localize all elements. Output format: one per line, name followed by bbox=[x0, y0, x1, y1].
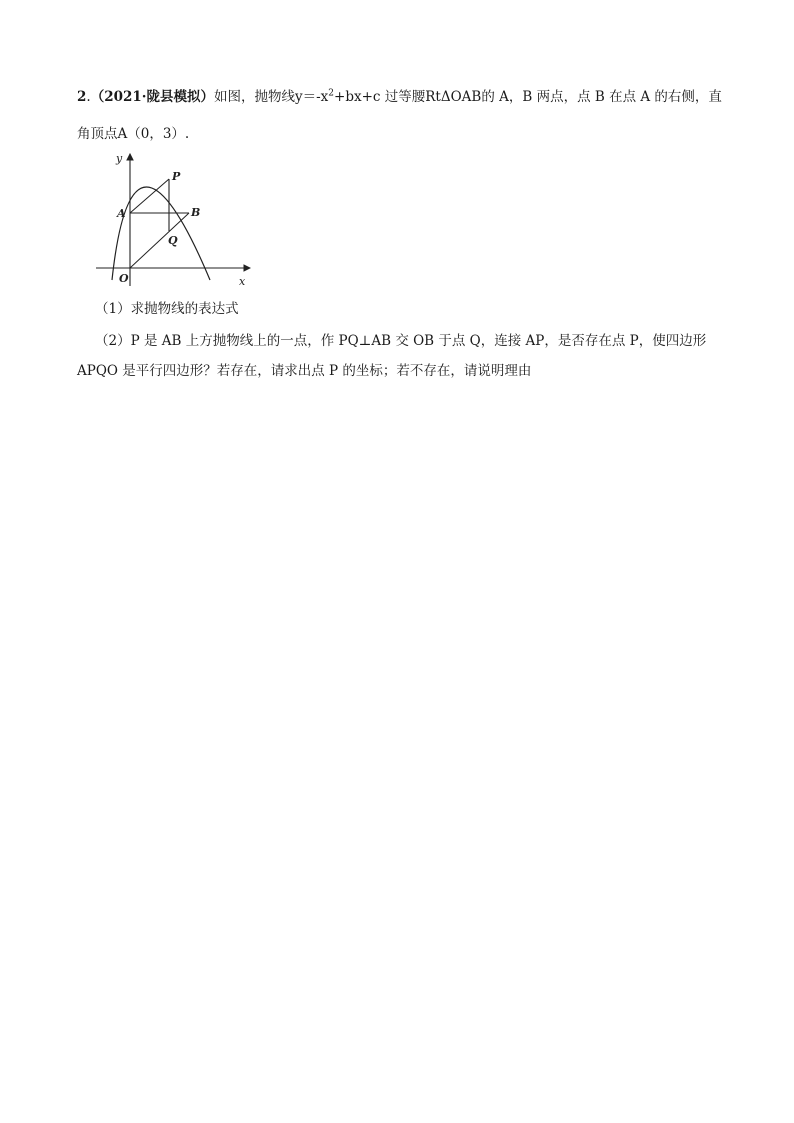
coordinate-diagram bbox=[92, 148, 257, 290]
problem-intro-line2: 角顶点A（0，3）. bbox=[77, 126, 190, 142]
label-x-axis: x bbox=[239, 275, 246, 288]
label-origin: O bbox=[119, 272, 129, 285]
question-1: （1）求抛物线的表达式 bbox=[95, 301, 239, 317]
problem-intro-text-cont: +bx+c 过等腰RtΔOAB的 A，B 两点，点 B 在点 A 的右侧，直 bbox=[334, 89, 722, 105]
label-point-p: P bbox=[172, 170, 181, 183]
problem-source: （2021·陇县模拟） bbox=[90, 89, 214, 105]
problem-number: 2 bbox=[77, 89, 87, 105]
label-point-b: B bbox=[191, 206, 201, 219]
parabola-curve bbox=[112, 187, 210, 280]
label-y-axis: y bbox=[116, 152, 123, 165]
question-2-line2: APQO 是平行四边形？若存在，请求出点 P 的坐标；若不存在，请说明理由 bbox=[77, 363, 532, 379]
exponent: 2 bbox=[328, 88, 335, 99]
question-2-line1: （2）P 是 AB 上方抛物线上的一点，作 PQ⊥AB 交 OB 于点 Q，连接 AP，是否存在点 P，使四边形 bbox=[95, 333, 707, 349]
problem-intro-line1: 2.（2021·陇县模拟）如图，抛物线$y=-x^2+bx+c$ 过等腰RtΔOAB的 A，B 两点，点 B 在点 A 的右侧，直 bbox=[77, 88, 722, 105]
label-point-q: Q bbox=[168, 234, 178, 247]
label-point-a: A bbox=[117, 207, 126, 220]
parabola-figure bbox=[92, 148, 257, 290]
problem-intro-text: 如图，抛物线y＝-x bbox=[213, 89, 329, 105]
segment-ob bbox=[130, 213, 189, 268]
